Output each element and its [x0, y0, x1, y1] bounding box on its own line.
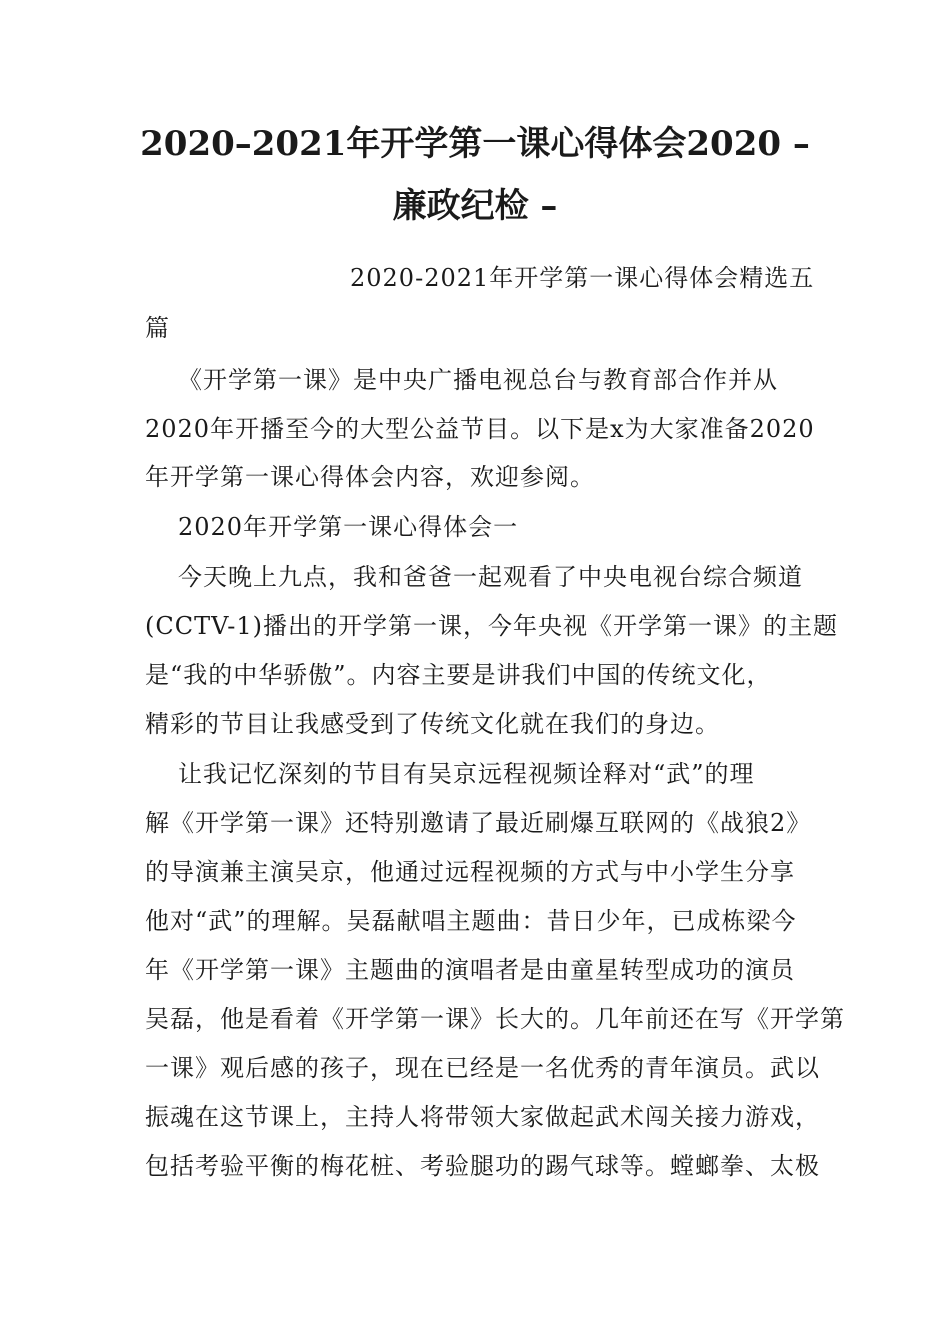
paragraph-line: 年开学第一课心得体会内容，欢迎参阅。 [145, 463, 595, 491]
paragraph-line: 的导演兼主演吴京，他通过远程视频的方式与中小学生分享 [145, 858, 795, 886]
paragraph-line: 2020年开播至今的大型公益节目。以下是x为大家准备2020 [145, 415, 815, 443]
paragraph-line: 年《开学第一课》主题曲的演唱者是由童星转型成功的演员 [145, 956, 795, 984]
paragraph-line: 解《开学第一课》还特别邀请了最近刷爆互联网的《战狼2》 [145, 809, 812, 837]
section-heading: 2020年开学第一课心得体会一 [178, 513, 519, 541]
paragraph-line: 《开学第一课》是中央广播电视总台与教育部合作并从 [178, 366, 778, 394]
paragraph-line: (CCTV-1)播出的开学第一课，今年央视《开学第一课》的主题 [145, 612, 838, 640]
subtitle-line-1: 2020-2021年开学第一课心得体会精选五 [350, 264, 815, 292]
paragraph-line: 今天晚上九点，我和爸爸一起观看了中央电视台综合频道 [178, 563, 803, 591]
paragraph-line: 是“我的中华骄傲”。内容主要是讲我们中国的传统文化， [145, 661, 772, 689]
paragraph-line: 振魂在这节课上，主持人将带领大家做起武术闯关接力游戏， [145, 1103, 820, 1131]
subtitle-line-2: 篇 [145, 314, 170, 342]
paragraph-line: 他对“武”的理解。吴磊献唱主题曲：昔日少年，已成栋梁今 [145, 907, 797, 935]
paragraph-line: 精彩的节目让我感受到了传统文化就在我们的身边。 [145, 710, 720, 738]
paragraph-line: 包括考验平衡的梅花桩、考验腿功的踢气球等。螳螂拳、太极 [145, 1152, 820, 1180]
document-title-line-1: 2020–2021年开学第一课心得体会2020 – [140, 124, 810, 164]
document-title-line-2: 廉政纪检 – [392, 186, 558, 226]
paragraph-line: 吴磊，他是看着《开学第一课》长大的。几年前还在写《开学第 [145, 1005, 845, 1033]
paragraph-line: 让我记忆深刻的节目有吴京远程视频诠释对“武”的理 [178, 760, 755, 788]
paragraph-line: 一课》观后感的孩子，现在已经是一名优秀的青年演员。武以 [145, 1054, 820, 1082]
